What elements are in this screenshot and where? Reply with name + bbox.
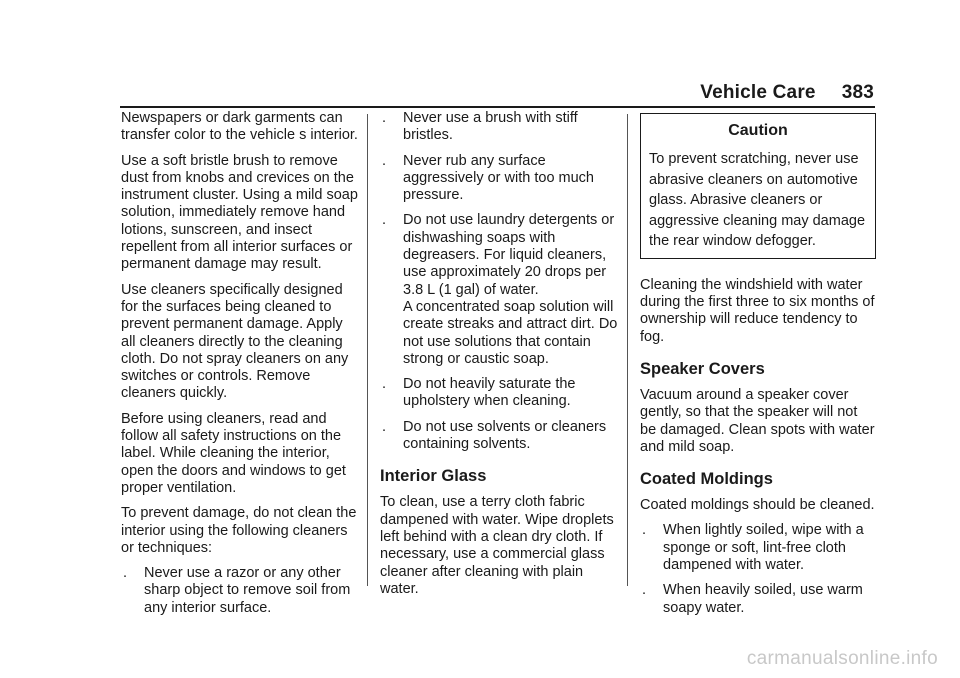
paragraph: To clean, use a terry cloth fabric dampened with water. Wipe droplets left behind with a clean dry cloth. If necessary, use a commercial glass cleaner after cleaning with plain water.	[380, 494, 614, 597]
bullet-item	[121, 565, 359, 617]
bullet-text: Do not use laundry detergents or dishwashing soaps with degreasers. For liquid cleaners, use approximately 20 drops per 3.8 L (1 gal) of water.	[403, 212, 615, 298]
section-title: Vehicle Care	[700, 82, 816, 103]
bullet-glyph: .	[123, 565, 128, 582]
caution-title: Caution	[728, 122, 788, 139]
column-2	[380, 110, 618, 606]
bullet-glyph: .	[382, 110, 387, 126]
paragraph: Before using cleaners, read and follow all safety instructions on the label. While cleaning the interior, open the doors and windows to get proper ventilation.	[121, 410, 346, 496]
paragraph: Use a soft bristle brush to remove dust from knobs and crevices on the instrument cluster. Using a mild soap solution, immediately remove hand lotions, sunscreen, and insect repellent from all interior surfaces or permanent damage may result.	[121, 152, 358, 273]
bullet-glyph: .	[382, 212, 387, 229]
bullet-text: Do not use solvents or cleaners containing solvents.	[403, 418, 607, 453]
paragraph: To prevent damage, do not clean the interior using the following cleaners or techniques:	[121, 505, 357, 556]
caution-box	[640, 113, 876, 259]
bullet-glyph: .	[382, 418, 387, 435]
bullet-item	[380, 153, 618, 205]
bullet-text: Never use a brush with stiff bristles.	[403, 110, 578, 144]
bullet-text: When heavily soiled, use warm soapy water.	[663, 582, 863, 616]
bullet-text: Never rub any surface aggressively or with too much pressure.	[403, 152, 594, 204]
heading-coated-moldings: Coated Moldings	[640, 470, 773, 489]
caution-text: To prevent scratching, never use abrasive cleaners on automotive glass. Abrasive cleaners or aggressive cleaning may damage the rear window defogger.	[649, 151, 866, 250]
column-3	[640, 110, 876, 625]
paragraph: Newspapers or dark garments can transfer color to the vehicle s interior.	[121, 110, 358, 144]
heading-interior-glass: Interior Glass	[380, 467, 487, 486]
bullet-glyph: .	[642, 522, 647, 539]
paragraph: Vacuum around a speaker cover gently, so that the speaker will not be damaged. Clean spots with water and mild soap.	[640, 386, 875, 455]
bullet-item	[380, 110, 618, 145]
column-divider-1	[367, 114, 368, 586]
bullet-item	[380, 419, 618, 454]
column-divider-2	[627, 114, 628, 586]
bullet-item	[380, 376, 618, 411]
paragraph: Coated moldings should be cleaned.	[640, 497, 875, 514]
bullet-item	[640, 522, 876, 574]
bullet-text: Never use a razor or any other sharp object to remove soil from any interior surface.	[144, 565, 351, 616]
bullet-text: Do not heavily saturate the upholstery when cleaning.	[403, 376, 576, 410]
heading-speaker-covers: Speaker Covers	[640, 359, 765, 378]
page-number: 383	[841, 82, 874, 103]
bullet-text: When lightly soiled, wipe with a sponge or soft, lint-free cloth dampened with water.	[663, 522, 864, 574]
bullet-glyph: .	[642, 582, 647, 599]
column-1	[121, 110, 359, 625]
watermark-footer: carmanualsonline.info	[746, 648, 938, 669]
bullet-glyph: .	[382, 376, 387, 393]
paragraph: Use cleaners specifically designed for the surfaces being cleaned to prevent permanent damage. Apply all cleaners directly to the cleaning cloth. Do not spray cleaners on any switches or controls. Remove cleaners quickly.	[121, 281, 349, 402]
paragraph: Cleaning the windshield with water during the first three to six months of ownership will reduce tendency to fog.	[640, 276, 875, 345]
page-header	[700, 82, 874, 104]
bullet-glyph: .	[382, 152, 387, 169]
bullet-item	[380, 212, 618, 368]
bullet-text-continued: A concentrated soap solution will create streaks and attract dirt. Do not use solutions that contain strong or caustic soap.	[403, 298, 618, 367]
bullet-item	[640, 582, 876, 617]
header-rule	[120, 106, 875, 108]
